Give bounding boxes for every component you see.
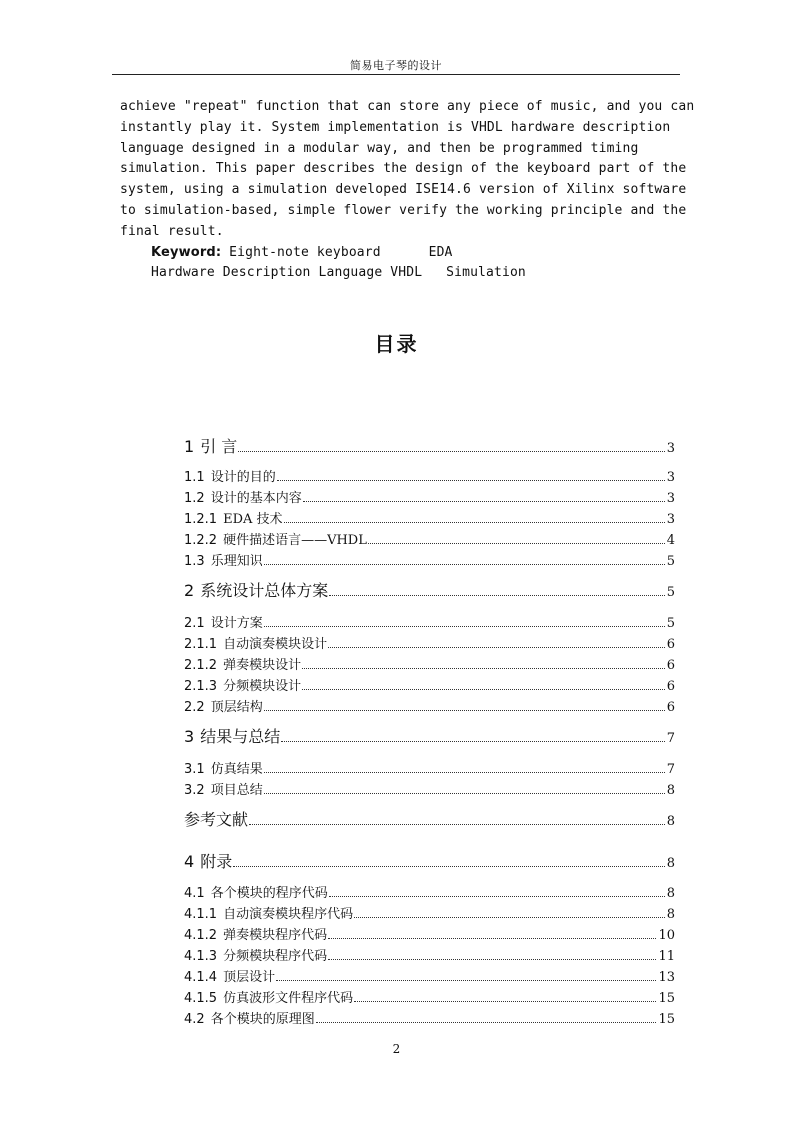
abstract-line: to simulation-based, simple flower verify the working principle and the [120, 202, 687, 218]
toc-entry-number: 3 [184, 727, 195, 746]
toc-entry-page: 6 [666, 658, 675, 673]
toc-entry-label: 附录 [200, 852, 233, 871]
keywords-line-2: Hardware Description Language VHDL Simulation [151, 265, 526, 281]
toc-entry-page: 6 [666, 679, 675, 694]
toc-dot-leader [354, 1001, 656, 1002]
toc-entry-label: EDA 技术 [223, 512, 283, 527]
toc-dot-leader [276, 980, 656, 981]
toc-dot-leader [284, 522, 665, 523]
toc-entry-page: 3 [666, 491, 675, 506]
toc-dot-leader [328, 959, 656, 960]
toc-dot-leader [238, 451, 664, 452]
toc-dot-leader [302, 689, 665, 690]
toc-entry-page: 7 [666, 731, 675, 746]
toc-entry-label: 引 言 [200, 437, 238, 456]
toc-entry-number: 4.1.3 [184, 949, 218, 964]
toc-entry-number: 1.2 [184, 491, 205, 506]
toc-dot-leader [328, 938, 656, 939]
toc-entry-number: 2.1.1 [184, 637, 218, 652]
toc-dot-leader [368, 543, 665, 544]
toc-entry-number: 2.1.3 [184, 679, 218, 694]
abstract-line: simulation. This paper describes the design of the keyboard part of the [120, 161, 687, 177]
toc-entry-page: 8 [666, 856, 675, 871]
toc-entry-number: 3.2 [184, 783, 205, 798]
toc-dot-leader [233, 866, 665, 867]
abstract [120, 97, 695, 284]
toc-entry-number: 2.1 [184, 616, 205, 631]
toc-entry-page: 8 [666, 886, 675, 901]
keyword-label: Keyword: [151, 244, 222, 260]
toc-entry-label: 设计的基本内容 [210, 491, 302, 506]
toc-dot-leader [277, 480, 665, 481]
toc-entry-page: 11 [658, 949, 675, 964]
toc-entry-number: 1.3 [184, 554, 205, 569]
toc-dot-leader [329, 595, 665, 596]
toc-entry[interactable] [184, 1008, 675, 1027]
toc-entry-label: 设计方案 [210, 616, 263, 631]
toc-entry-page: 6 [666, 637, 675, 652]
toc-entry-page: 13 [658, 970, 675, 985]
toc-entry-page: 5 [666, 554, 675, 569]
toc-entry-label: 结果与总结 [200, 727, 281, 746]
toc-entry[interactable] [184, 550, 675, 569]
toc-dot-leader [264, 564, 665, 565]
toc-entry-label: 顶层结构 [210, 700, 263, 715]
toc-entry[interactable] [184, 924, 675, 943]
toc-entry-label: 弹奏模块程序代码 [223, 928, 328, 943]
toc-entry-number: 2 [184, 581, 195, 600]
toc-entry-label: 自动演奏模块程序代码 [223, 907, 354, 922]
abstract-line: final result. [120, 223, 224, 239]
toc-dot-leader [303, 501, 665, 502]
toc-dot-leader [264, 710, 665, 711]
toc-entry-number: 4.1.1 [184, 907, 218, 922]
toc-dot-leader [354, 917, 665, 918]
toc-entry-label: 乐理知识 [210, 554, 263, 569]
toc-entry-label: 设计的目的 [210, 470, 276, 485]
toc-entry-label: 各个模块的原理图 [210, 1012, 315, 1027]
toc-entry[interactable] [184, 633, 675, 652]
page-number: 2 [392, 1042, 401, 1056]
toc-entry[interactable] [184, 945, 675, 964]
toc-entry[interactable] [184, 696, 675, 715]
abstract-line: instantly play it. System implementation is VHDL hardware description [120, 119, 671, 135]
toc-entry-number: 2.1.2 [184, 658, 218, 673]
toc-entry[interactable] [184, 466, 675, 485]
toc-dot-leader [264, 793, 665, 794]
toc-entry-label: 顶层设计 [223, 970, 276, 985]
toc-entry-page: 3 [666, 470, 675, 485]
toc-entry-number: 4.1.4 [184, 970, 218, 985]
toc-entry-page: 10 [658, 928, 675, 943]
toc-entry-page: 6 [666, 700, 675, 715]
toc-entry[interactable] [184, 654, 675, 673]
toc-entry[interactable] [184, 779, 675, 798]
keywords-line [120, 243, 680, 264]
toc-entry-number: 4 [184, 852, 195, 871]
toc-entry[interactable] [184, 807, 675, 830]
toc-entry-label: 硬件描述语言——VHDL [223, 533, 367, 548]
toc-entry-number: 4.1.5 [184, 991, 218, 1006]
toc-entry[interactable] [184, 903, 675, 922]
toc-entry-page: 15 [658, 1012, 675, 1027]
toc-entry[interactable] [184, 578, 675, 601]
toc-entry-number: 4.1 [184, 886, 205, 901]
toc-entry[interactable] [184, 612, 675, 631]
toc-entry-label: 系统设计总体方案 [200, 581, 329, 600]
toc-entry-page: 8 [666, 907, 675, 922]
toc-entry-page: 8 [666, 783, 675, 798]
toc-entry-label: 仿真波形文件程序代码 [223, 991, 354, 1006]
page-header: 简易电子琴的设计 [350, 59, 442, 72]
toc-entry[interactable] [184, 675, 675, 694]
toc-dot-leader [264, 772, 665, 773]
toc-entry-page: 8 [666, 814, 675, 829]
toc-entry[interactable] [184, 966, 675, 985]
toc-dot-leader [281, 741, 665, 742]
abstract-line: achieve "repeat" function that can store any piece of music, and you can [120, 99, 695, 114]
toc-entry[interactable] [184, 508, 675, 527]
toc-entry-label: 分频模块设计 [223, 679, 302, 694]
toc-entry-page: 4 [666, 533, 675, 548]
toc-dot-leader [302, 668, 665, 669]
toc-entry-page: 15 [658, 991, 675, 1006]
toc-dot-leader [316, 1022, 657, 1023]
toc-entry-number: 1 [184, 437, 195, 456]
toc-entry-label: 参考文献 [184, 810, 249, 829]
toc-entry-number: 4.1.2 [184, 928, 218, 943]
toc-entry-label: 仿真结果 [210, 762, 263, 777]
toc-entry-number: 3.1 [184, 762, 205, 777]
toc-entry-page: 3 [666, 441, 675, 456]
toc-entry[interactable] [184, 849, 675, 872]
keywords-text: Eight-note keyboard EDA [221, 244, 453, 260]
toc-entry-label: 各个模块的程序代码 [210, 886, 328, 901]
toc-entry-label: 自动演奏模块设计 [223, 637, 328, 652]
toc-entry-page: 3 [666, 512, 675, 527]
abstract-line: language designed in a modular way, and then be programmed timing [120, 140, 639, 156]
toc-entry[interactable] [184, 758, 675, 777]
toc-entry-page: 7 [666, 762, 675, 777]
toc-entry[interactable] [184, 434, 675, 457]
toc-entry-number: 1.2.1 [184, 512, 218, 527]
toc-entry-label: 弹奏模块设计 [223, 658, 302, 673]
abstract-line: system, using a simulation developed ISE14.6 version of Xilinx software [120, 182, 687, 198]
toc-entry-label: 项目总结 [210, 783, 263, 798]
toc-entry[interactable] [184, 487, 675, 506]
toc-entry-page: 5 [666, 585, 675, 600]
toc-entry[interactable] [184, 987, 675, 1006]
toc-title: 目录 [374, 332, 419, 356]
toc-entry-page: 5 [666, 616, 675, 631]
header-rule [112, 74, 680, 75]
toc-dot-leader [249, 824, 665, 825]
toc-entry-number: 2.2 [184, 700, 205, 715]
toc-dot-leader [328, 647, 665, 648]
toc-entry[interactable] [184, 529, 675, 548]
toc-dot-leader [264, 626, 665, 627]
toc-entry[interactable] [184, 724, 675, 747]
toc-entry-number: 1.1 [184, 470, 205, 485]
toc-dot-leader [329, 896, 665, 897]
toc-entry-number: 1.2.2 [184, 533, 218, 548]
toc-entry-label: 分频模块程序代码 [223, 949, 328, 964]
toc-entry[interactable] [184, 882, 675, 901]
toc-entry-number: 4.2 [184, 1012, 205, 1027]
